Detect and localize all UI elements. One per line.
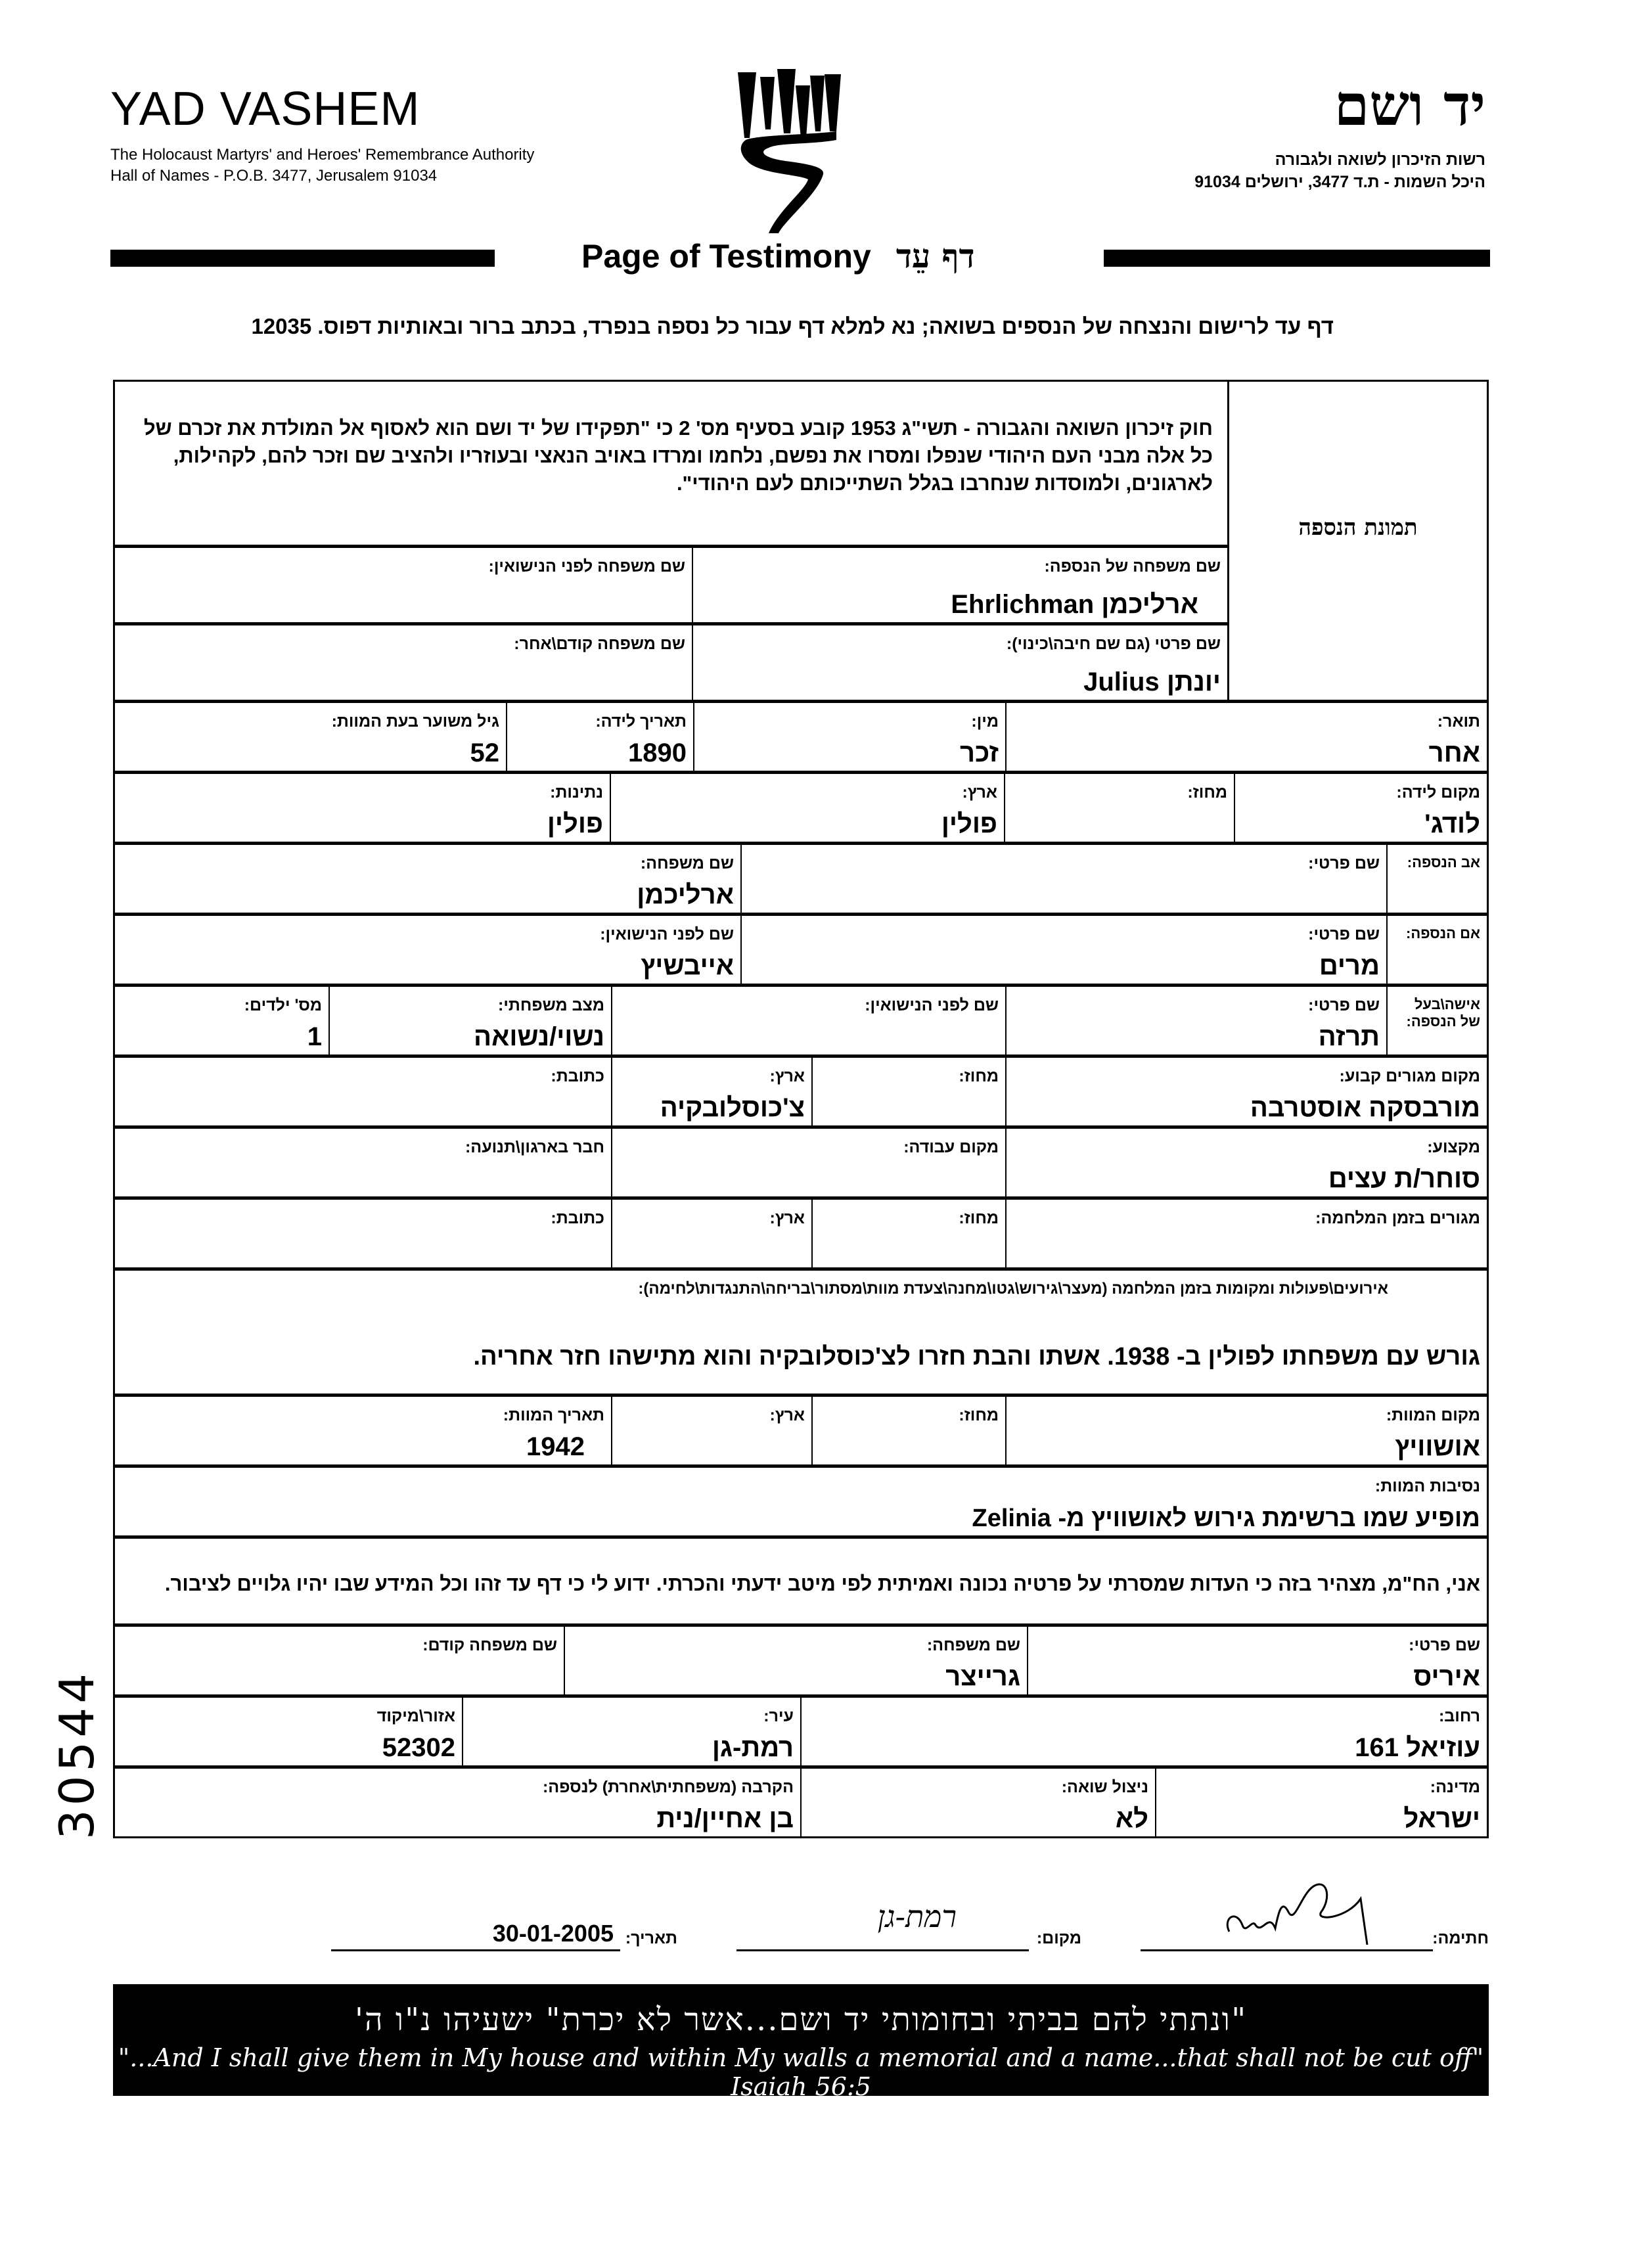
residence-country-field[interactable] — [611, 1058, 811, 1125]
death-place-field[interactable] — [1005, 1397, 1487, 1464]
children-count-label: מס' ילדים: — [244, 996, 322, 1014]
spouse-first-name-value: תרזה — [1318, 1022, 1380, 1051]
father-section-label: אב הנספה: — [1407, 854, 1480, 871]
submitter-family-name-field[interactable] — [564, 1627, 1027, 1694]
nationality-value: פולין — [547, 809, 603, 838]
page-title-he: דף עֵד — [895, 237, 975, 275]
photo-label: תמונת הנספה — [1298, 514, 1418, 541]
submitter-street-value: עוזיאל 161 — [1355, 1733, 1480, 1762]
birth-country-field[interactable] — [610, 774, 1004, 842]
organization-member-field[interactable] — [115, 1129, 611, 1196]
victim-maiden-name-label: שם משפחה לפני הנישואין: — [488, 557, 685, 576]
wartime-address-label: כתובת: — [551, 1209, 604, 1227]
submitter-zip-value: 52302 — [382, 1733, 455, 1762]
submitter-first-name-value: איריס — [1413, 1662, 1480, 1691]
mother-section — [1386, 916, 1487, 984]
father-first-name-label: שם פרטי: — [1308, 854, 1380, 873]
residence-country-value: צ'כוסלובקיה — [660, 1093, 805, 1122]
org-subtitle-he: רשות הזיכרון לשואה ולגבורה — [1275, 150, 1485, 169]
father-family-name-value: ארליכמן — [637, 880, 734, 909]
survivor-value: לא — [1115, 1804, 1148, 1833]
signature-scribble-icon — [1216, 1872, 1413, 1945]
submitter-country-field[interactable] — [1155, 1769, 1487, 1836]
mother-section-label: אם הנספה: — [1406, 925, 1480, 941]
date-field[interactable] — [331, 1912, 620, 1951]
death-circumstances-value: מופיע שמו ברשימת גירוש לאושוויץ מ- Zelinia — [972, 1505, 1480, 1532]
profession-field[interactable] — [1005, 1129, 1487, 1196]
survivor-label: ניצול שואה: — [1061, 1778, 1148, 1796]
submitter-prev-name-label: שם משפחה קודם: — [422, 1636, 557, 1654]
yad-vashem-logo-icon — [733, 69, 844, 233]
father-family-name-label: שם משפחה: — [640, 854, 734, 873]
org-subtitle-en: The Holocaust Martyrs' and Heroes' Remembrance Authority — [110, 146, 535, 164]
mother-first-name-value: מרים — [1319, 951, 1380, 980]
declaration-text: אני, הח"מ, מצהיר בזה כי העדות שמסרתי על פרטיה נכונה ואמיתית לפי מיטב ידעתי והכרתי. ידוע לי כי דף עד זהו וכל המידע שבו יהיו גלויים לציבור. — [164, 1572, 1480, 1595]
mother-maiden-name-label: שם לפני הנישואין: — [600, 925, 734, 943]
victim-first-name-value: יונתן Julius — [1083, 668, 1221, 696]
header-hebrew — [1194, 72, 1485, 193]
photo-box[interactable] — [1227, 382, 1487, 700]
children-count-value: 1 — [307, 1022, 322, 1051]
submitter-family-name-label: שם משפחה: — [926, 1636, 1020, 1654]
organization-member-label: חבר בארגון\תנועה: — [464, 1138, 604, 1156]
birth-country-label: ארץ: — [962, 783, 997, 802]
residence-country-label: ארץ: — [769, 1067, 805, 1085]
residence-address-field[interactable] — [115, 1058, 611, 1125]
residence-place-label: מקום מגורים קבוע: — [1339, 1067, 1480, 1085]
submitter-country-value: ישראל — [1403, 1804, 1480, 1833]
submitter-family-name-value: גרייצר — [945, 1662, 1020, 1691]
org-title-en: YAD VASHEM — [110, 83, 420, 135]
victim-gender-label: מין: — [971, 712, 999, 731]
birth-country-value: פולין — [941, 809, 997, 838]
handwritten-number: 30544 — [49, 1669, 104, 1840]
victim-family-name-value: ארליכמן Ehrlichman — [951, 590, 1198, 619]
wartime-district-field[interactable] — [811, 1200, 1005, 1267]
death-date-label: תאריך המוות: — [503, 1406, 604, 1424]
birth-place-field[interactable] — [1234, 774, 1487, 842]
relation-label: הקרבה (משפחתית\אחרת) לנספה: — [542, 1778, 794, 1796]
victim-birth-date-value: 1890 — [628, 738, 687, 767]
place-field[interactable] — [736, 1899, 1029, 1951]
submitter-city-label: עיר: — [763, 1707, 794, 1725]
victim-birth-date-field[interactable] — [506, 703, 693, 771]
wartime-country-label: ארץ: — [769, 1209, 805, 1227]
submitter-street-field[interactable] — [800, 1698, 1487, 1765]
mother-first-name-field[interactable] — [740, 916, 1386, 984]
death-circumstances-field[interactable] — [115, 1468, 1487, 1535]
father-section — [1386, 845, 1487, 913]
workplace-label: מקום עבודה: — [903, 1138, 999, 1156]
death-country-field[interactable] — [611, 1397, 811, 1464]
residence-address-label: כתובת: — [551, 1067, 604, 1085]
death-district-label: מחוז: — [959, 1406, 999, 1424]
law-text: חוק זיכרון השואה והגבורה - תשי"ג 1953 קובע בסעיף מס' 2 כי "תפקידו של יד ושם הוא לאסוף אל המולדת את זכרם של כל אלה מבני העם היהודי שנפלו ומסרו את נפשם, נלחמו ומרדו באויב הנאצי ובעוזריו ולהציב שם וזכר להם, לקהילות, לארגונים, ולמוסדות שנחרבו בגלל השתייכותם לעם היהודי". — [143, 417, 1213, 495]
victim-family-name-field[interactable] — [692, 548, 1227, 622]
profession-label: מקצוע: — [1427, 1138, 1480, 1156]
declaration — [115, 1539, 1487, 1623]
marital-status-field[interactable] — [328, 987, 611, 1055]
residence-district-field[interactable] — [811, 1058, 1005, 1125]
signature-field[interactable] — [1141, 1912, 1433, 1951]
spouse-first-name-label: שם פרטי: — [1308, 996, 1380, 1014]
survivor-field[interactable] — [800, 1769, 1155, 1836]
spouse-section — [1386, 987, 1487, 1055]
place-value: רמת-גן — [877, 1899, 957, 1934]
marital-status-value: נשוי/נשואה — [474, 1022, 604, 1051]
victim-first-name-label: שם פרטי (גם שם חיבה\כינוי): — [1006, 635, 1221, 653]
date-label: תאריך: — [625, 1929, 677, 1947]
relation-value: בן אחיין/נית — [656, 1804, 794, 1833]
victim-first-name-field[interactable] — [692, 625, 1227, 700]
residence-district-label: מחוז: — [959, 1067, 999, 1085]
victim-family-name-label: שם משפחה של הנספה: — [1044, 557, 1221, 576]
submitter-prev-name-field[interactable] — [115, 1627, 564, 1694]
place-label: מקום: — [1036, 1929, 1081, 1947]
mother-maiden-name-field[interactable] — [115, 916, 740, 984]
spouse-maiden-name-label: שם לפני הנישואין: — [865, 996, 999, 1014]
profession-value: סוחר/ת עצים — [1328, 1164, 1480, 1193]
mother-first-name-label: שם פרטי: — [1308, 925, 1380, 943]
submitter-street-label: רחוב: — [1438, 1707, 1480, 1725]
death-place-value: אושוויץ — [1395, 1432, 1480, 1461]
victim-gender-field[interactable] — [693, 703, 1005, 771]
wartime-events-field[interactable] — [115, 1271, 1487, 1394]
victim-title-field[interactable] — [1005, 703, 1487, 771]
victim-maiden-name-field[interactable] — [115, 548, 692, 622]
victim-age-field[interactable] — [115, 703, 506, 771]
wartime-district-label: מחוז: — [959, 1209, 999, 1227]
wartime-events-label: אירועים\פעולות ומקומות בזמן המלחמה (מעצר\גירוש\גטו\מחנה\צעדת מוות\מסתור\בריחה\התנגדות\לחימה): — [638, 1280, 1388, 1298]
submitter-zip-label: אזור\מיקוד — [376, 1707, 455, 1725]
birth-place-label: מקום לידה: — [1396, 783, 1480, 802]
isaiah-quote-banner — [113, 1984, 1489, 2101]
signature-area — [113, 1886, 1489, 1958]
father-family-name-field[interactable] — [115, 845, 740, 913]
title-bar-right — [1104, 250, 1490, 267]
victim-prev-name-label: שם משפחה קודם\אחר: — [514, 635, 685, 653]
title-bar-left — [110, 250, 495, 267]
marital-status-label: מצב משפחתי: — [498, 996, 604, 1014]
instructions: דף עד לרישום והנצחה של הנספים בשואה; נא למלא דף עבור כל נספה בנפרד, בכתב ברור ובאותיות דפוס. 12035 — [251, 314, 1334, 338]
org-address-he: היכל השמות - ת.ד 3477, ירושלים 91034 — [1194, 173, 1485, 191]
death-date-value: 1942 — [526, 1432, 585, 1461]
spouse-maiden-name-field[interactable] — [611, 987, 1005, 1055]
signature-label: חתימה: — [1432, 1929, 1489, 1947]
wartime-place-field[interactable] — [1005, 1200, 1487, 1267]
quote-hebrew: "ונתתי להם בביתי ובחומותי יד ושם...אשר לא יכרת" ישעיהו נ"ו ה' — [354, 2001, 1248, 2038]
death-district-field[interactable] — [811, 1397, 1005, 1464]
submitter-country-label: מדינה: — [1430, 1778, 1480, 1796]
org-address-en: Hall of Names - P.O.B. 3477, Jerusalem 91034 — [110, 167, 438, 185]
wartime-address-field[interactable] — [115, 1200, 611, 1267]
birth-place-value: לודג' — [1424, 809, 1480, 838]
submitter-city-value: רמת-גן — [712, 1733, 794, 1762]
victim-birth-date-label: תאריך לידה: — [595, 712, 687, 731]
birth-district-label: מחוז: — [1187, 783, 1227, 802]
residence-place-field[interactable] — [1005, 1058, 1487, 1125]
org-title-he: יד ושם — [1334, 72, 1485, 139]
victim-title-label: תואר: — [1437, 712, 1480, 731]
date-value: 30-01-2005 — [492, 1920, 614, 1947]
page-title-en: Page of Testimony — [581, 238, 871, 275]
wartime-country-field[interactable] — [611, 1200, 811, 1267]
submitter-first-name-label: שם פרטי: — [1409, 1636, 1480, 1654]
spouse-section-label: אישה\בעל של הנספה: — [1406, 996, 1480, 1030]
residence-place-value: מורבסקה אוסטרבה — [1250, 1093, 1480, 1122]
victim-age-label: גיל משוער בעת המוות: — [331, 712, 499, 731]
wartime-events-value: גורש עם משפחתו לפולין ב- 1938. אשתו והבת חזרו לצ'כוסלובקיה והוא מתישהו חזר אחריה. — [473, 1343, 1480, 1371]
relation-field[interactable] — [115, 1769, 800, 1836]
workplace-field[interactable] — [611, 1129, 1005, 1196]
death-circumstances-label: נסיבות המוות: — [1374, 1477, 1480, 1495]
quote-english: "...And I shall give them in My house and within My walls a memorial and a name...that shall not be cut off" Isaiah 56:5 — [118, 2043, 1484, 2101]
nationality-field[interactable] — [115, 774, 610, 842]
victim-gender-value: זכר — [960, 738, 999, 767]
submitter-zip-field[interactable] — [115, 1698, 462, 1765]
submitter-city-field[interactable] — [462, 1698, 800, 1765]
death-place-label: מקום המוות: — [1386, 1406, 1480, 1424]
submitter-first-name-field[interactable] — [1027, 1627, 1487, 1694]
testimony-form — [113, 380, 1489, 1838]
mother-maiden-name-value: אייבשיץ — [641, 951, 734, 980]
death-country-label: ארץ: — [769, 1406, 805, 1424]
page-title — [581, 237, 975, 275]
spouse-first-name-field[interactable] — [1005, 987, 1386, 1055]
victim-title-value: אחר — [1428, 738, 1480, 767]
header-english — [110, 85, 534, 187]
death-date-field[interactable] — [115, 1397, 611, 1464]
nationality-label: נתינות: — [550, 783, 603, 802]
birth-district-field[interactable] — [1004, 774, 1234, 842]
children-count-field[interactable] — [115, 987, 328, 1055]
victim-prev-name-field[interactable] — [115, 625, 692, 700]
father-first-name-field[interactable] — [740, 845, 1386, 913]
wartime-place-label: מגורים בזמן המלחמה: — [1315, 1209, 1480, 1227]
victim-age-value: 52 — [470, 738, 499, 767]
